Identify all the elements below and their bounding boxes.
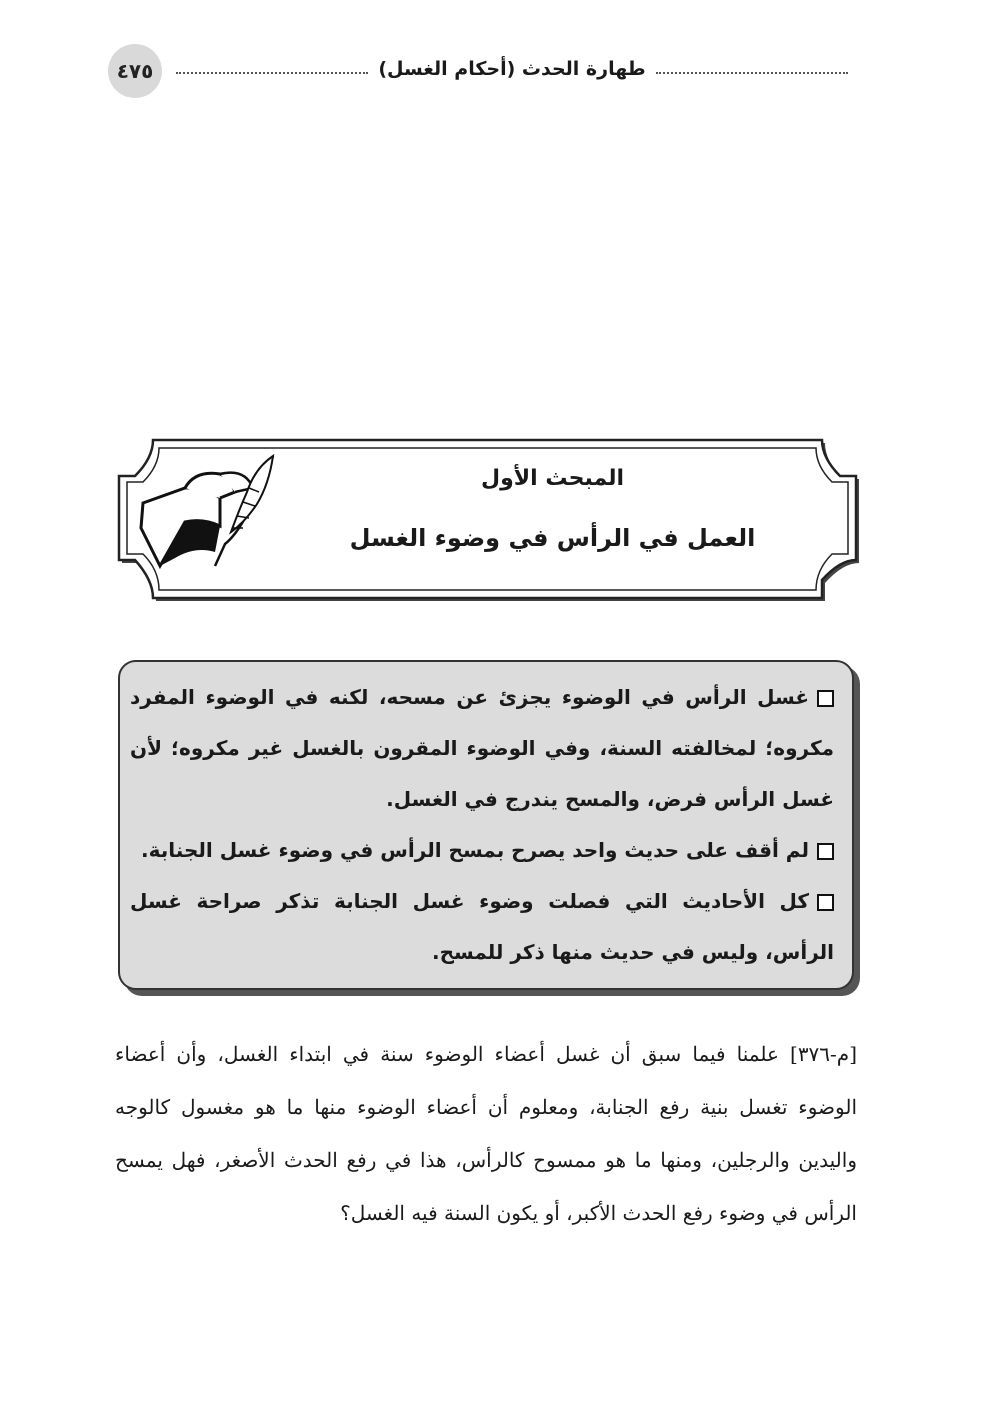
checkbox-icon <box>817 690 834 707</box>
book-quill-icon <box>135 448 280 573</box>
summary-item <box>130 876 834 978</box>
section-title-frame <box>115 436 860 601</box>
checkbox-icon <box>817 894 834 911</box>
running-title <box>176 54 848 84</box>
dotted-leader-right <box>656 72 848 74</box>
paragraph-text: علمنا فيما سبق أن غسل أعضاء الوضوء سنة في ابتداء الغسل، وأن أعضاء الوضوء تغسل بنية رفع الجنابة، ومعلوم أن أعضاء الوضوء منها ما هو مغسول كالوجه واليدين والرجلين، ومنها ما هو ممسوح كالرأس، هذا في رفع الحدث الأصغر، فهل يمسح الرأس في وضوء رفع الحدث الأكبر، أو يكون السنة فيه الغسل؟ <box>115 1042 857 1225</box>
summary-item-text: غسل الرأس في الوضوء يجزئ عن مسحه، لكنه في الوضوء المفرد مكروه؛ لمخالفته السنة، وفي الوضوء المقرون بالغسل غير مكروه؛ لأن غسل الرأس فرض، والمسح يندرج في الغسل. <box>130 685 834 811</box>
dotted-leader-left <box>176 72 368 74</box>
summary-item <box>130 672 834 825</box>
section-subtitle: العمل في الرأس في وضوء الغسل <box>349 524 756 552</box>
summary-item <box>130 825 834 876</box>
section-heading: المبحث الأول <box>480 466 625 491</box>
paragraph-reference: [م-٣٧٦] <box>790 1042 857 1066</box>
page-number: ٤٧٥ <box>108 44 162 98</box>
page-header <box>108 44 848 96</box>
summary-box <box>118 660 854 990</box>
summary-item-text: كل الأحاديث التي فصلت وضوء غسل الجنابة تذكر صراحة غسل الرأس، وليس في حديث منها ذكر للمسح. <box>130 889 834 964</box>
summary-item-text: لم أقف على حديث واحد يصرح بمسح الرأس في وضوء غسل الجنابة. <box>141 838 809 862</box>
body-paragraph <box>115 1028 857 1240</box>
running-title-text: طهارة الحدث (أحكام الغسل) <box>378 58 646 80</box>
checkbox-icon <box>817 843 834 860</box>
